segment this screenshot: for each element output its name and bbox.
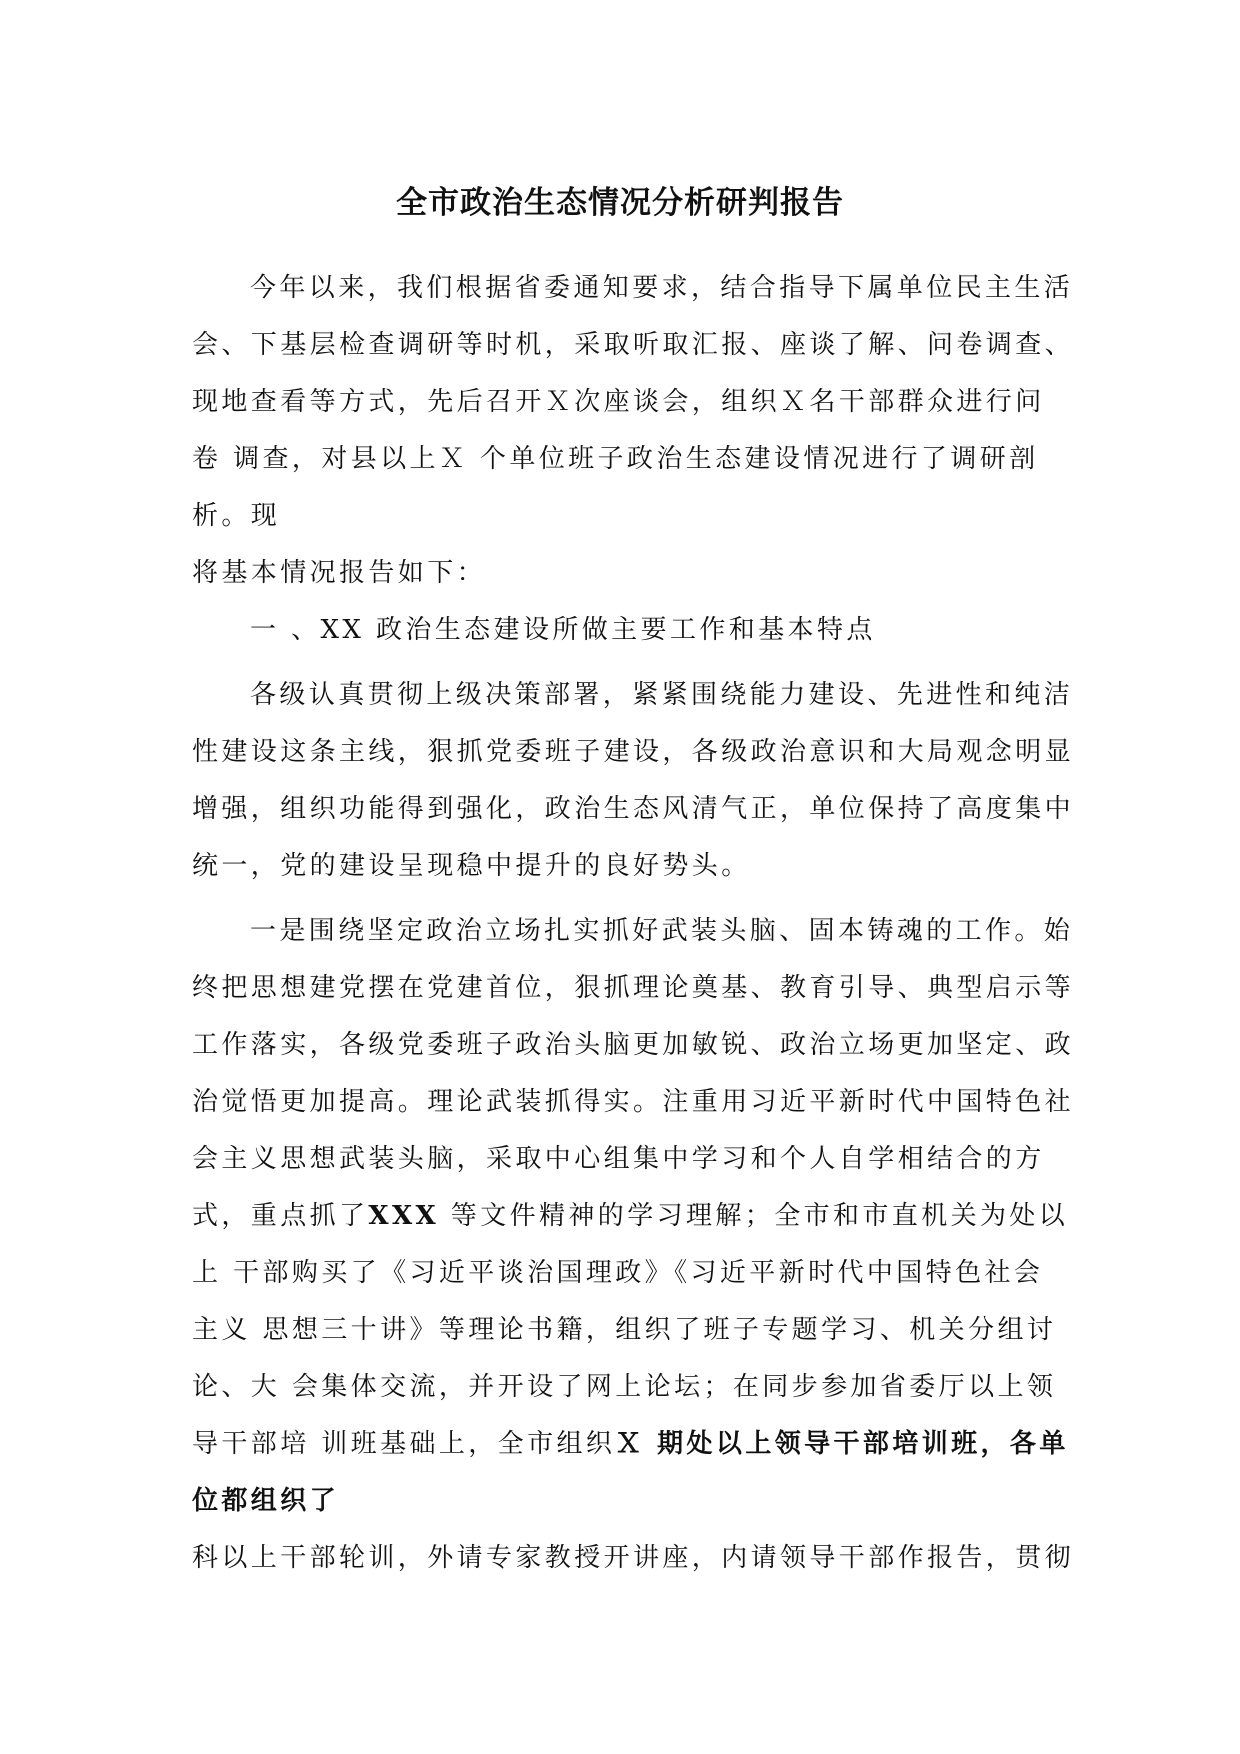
- intro-line-1: 今年以来，我们根据省委通知要求，结合指导下属单位民主生活: [250, 273, 1074, 303]
- document-title: 全市政治生态情况分析研判报告: [396, 185, 844, 221]
- para2-line-8: 主义 思想三十讲》等理论书籍，组织了班子专题学习、机关分组讨: [192, 1315, 1057, 1345]
- para2-line-11: 位都组织了: [192, 1486, 340, 1516]
- para2-line-6: [192, 1188, 1069, 1245]
- para2-line-12: 科以上干部轮训，外请专家教授开讲座，内请领导干部作报告，贯彻: [192, 1543, 1075, 1573]
- intro-line-4: 卷 调查，对县以上Ｘ 个单位班子政治生态建设情况进行了调研剖: [192, 444, 1039, 474]
- para2-line-1: 一是围绕坚定政治立场扎实抓好武装头脑、固本铸魂的工作。始: [250, 916, 1074, 946]
- intro-line-3: 现地查看等方式，先后召开Ｘ次座谈会，组织Ｘ名干部群众进行问: [192, 387, 1045, 417]
- para2-line-10-pre: 导干部培 训班基础上，全市组织: [192, 1429, 616, 1459]
- para2-line-6-pre: 式，重点抓了: [192, 1201, 369, 1231]
- para2-line-4: 治觉悟更加提高。理论武装抓得实。注重用习近平新时代中国特色社: [192, 1087, 1075, 1117]
- para1-line-2: 性建设这条主线，狠抓党委班子建设，各级政治意识和大局观念明显: [192, 737, 1075, 767]
- para1-line-3: 增强，组织功能得到强化，政治生态风清气正，单位保持了高度集中: [192, 794, 1075, 824]
- para2-line-6-post: 等文件精神的学习理解；全市和市直机关为处以: [439, 1201, 1069, 1231]
- intro-line-5: 析。现: [192, 501, 281, 531]
- para2-line-5: 会主义思想武装头脑，采取中心组集中学习和个人自学相结合的方: [192, 1144, 1045, 1174]
- paragraph-1: [192, 667, 1075, 895]
- para2-line-6-bold: XXX: [368, 1201, 440, 1231]
- para2-line-9: 论、大 会集体交流，并开设了网上论坛；在同步参加省委厅以上领: [192, 1372, 1057, 1402]
- para2-line-10-bold: Ｘ 期处以上领导干部培训班，各单: [615, 1429, 1069, 1459]
- section-heading: 一 、XX 政治生态建设所做主要工作和基本特点: [250, 615, 876, 645]
- para2-line-7: 上 干部购买了《习近平谈治国理政》《习近平新时代中国特色社会: [192, 1258, 1044, 1288]
- document-body: [192, 260, 1075, 1587]
- para2-line-3: 工作落实，各级党委班子政治头脑更加敏锐、政治立场更加坚定、政: [192, 1030, 1075, 1060]
- para1-line-4: 统一，党的建设呈现稳中提升的良好势头。: [192, 851, 751, 881]
- para1-line-1: 各级认真贯彻上级决策部署，紧紧围绕能力建设、先进性和纯洁: [250, 680, 1074, 710]
- para2-line-10: [192, 1416, 1069, 1473]
- paragraph-2: [192, 903, 1075, 1587]
- intro-line-2: 会、下基层检查调研等时机，采取听取汇报、座谈了解、问卷调查、: [192, 330, 1075, 360]
- para2-line-2: 终把思想建党摆在党建首位，狠抓理论奠基、教育引导、典型启示等: [192, 973, 1075, 1003]
- intro-line-6: 将基本情况报告如下：: [192, 558, 487, 588]
- intro-paragraph: [192, 260, 1075, 602]
